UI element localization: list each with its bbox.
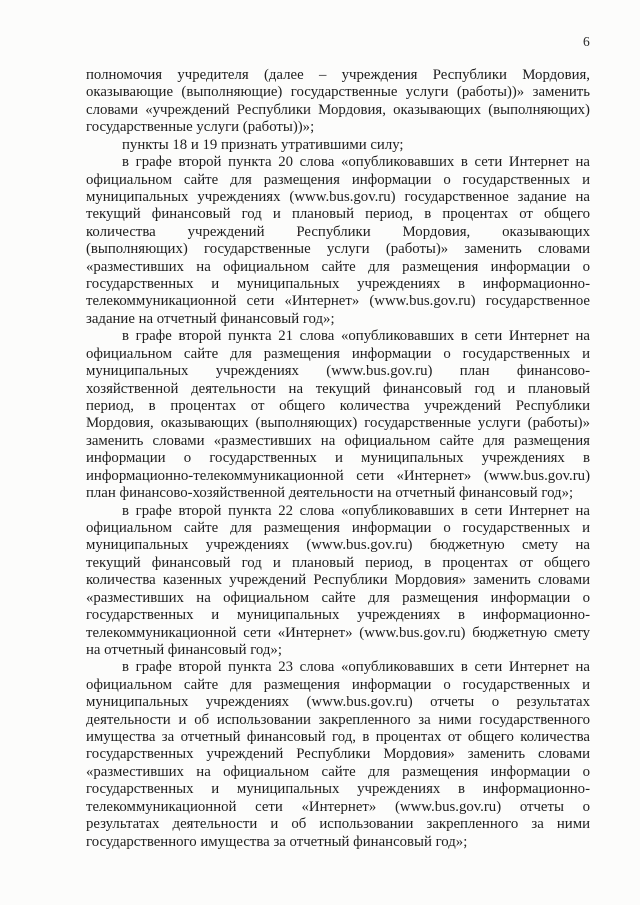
text-line: имущества за отчетный финансовый год, в процентах от общего количества bbox=[86, 729, 590, 746]
text-line: «разместивших на официальном сайте для размещения информации о bbox=[86, 763, 590, 780]
text-line: государственного имущества за отчетный финансовый год»; bbox=[86, 833, 468, 850]
text-line: официальном сайте для размещения информации о государственных и bbox=[86, 676, 590, 693]
page-number: 6 bbox=[583, 34, 590, 49]
text-line: «разместивших на официальном сайте для размещения информации о bbox=[86, 258, 590, 275]
text-line: в графе второй пункта 20 слова «опубликовавших в сети Интернет на bbox=[122, 154, 590, 171]
text-line: телекоммуникационной сети «Интернет» (www.bus.gov.ru) бюджетную смету bbox=[86, 624, 590, 641]
text-line: задание на отчетный финансовый год»; bbox=[86, 310, 335, 327]
text-line: муниципальных учреждениях (www.bus.gov.ru) бюджетную смету на bbox=[86, 537, 590, 554]
text-line: текущий финансовый год и плановый период, в процентах от общего bbox=[86, 206, 590, 223]
text-line: государственных и муниципальных учреждениях в информационно- bbox=[86, 607, 590, 624]
text-line: государственные услуги (работы))»; bbox=[86, 119, 315, 136]
text-line: телекоммуникационной сети «Интернет» (www.bus.gov.ru) отчеты о bbox=[86, 798, 590, 815]
text-line: в графе второй пункта 22 слова «опубликовавших в сети Интернет на bbox=[122, 502, 590, 519]
text-line: деятельности и об использовании закрепленного за ними государственного bbox=[86, 711, 590, 728]
text-line: официальном сайте для размещения информации о государственных и bbox=[86, 345, 590, 362]
text-line: в графе второй пункта 23 слова «опубликовавших в сети Интернет на bbox=[122, 659, 590, 676]
text-line: муниципальных учреждениях (www.bus.gov.ru) план финансово- bbox=[86, 363, 590, 380]
text-line: в графе второй пункта 21 слова «опубликовавших в сети Интернет на bbox=[122, 328, 590, 345]
text-line: информационно-телекоммуникационной сети «Интернет» (www.bus.gov.ru) bbox=[86, 467, 590, 484]
paragraph bbox=[86, 659, 590, 851]
text-line: пункты 18 и 19 признать утратившими силу; bbox=[122, 136, 404, 153]
text-line: «разместивших на официальном сайте для размещения информации о bbox=[86, 589, 590, 606]
text-line: государственных и муниципальных учреждениях в информационно- bbox=[86, 276, 590, 293]
text-line: муниципальных учреждениях (www.bus.gov.ru) отчеты о результатах bbox=[86, 694, 590, 711]
text-line: официальном сайте для размещения информации о государственных и bbox=[86, 519, 590, 536]
text-line: муниципальных учреждениях (www.bus.gov.ru) государственное задание на bbox=[86, 188, 590, 205]
text-line: текущий финансовый год и плановый период, в процентах от общего bbox=[86, 554, 590, 571]
text-line: (выполняющих) государственные услуги (работы)» заменить словами bbox=[86, 241, 590, 258]
paragraph bbox=[86, 328, 590, 502]
document-body bbox=[86, 67, 590, 851]
text-line: период, в процентах от общего количества учреждений Республики bbox=[86, 398, 590, 415]
text-line: телекоммуникационной сети «Интернет» (www.bus.gov.ru) государственное bbox=[86, 293, 590, 310]
paragraph bbox=[86, 67, 590, 137]
text-line: полномочия учредителя (далее – учреждения Республики Мордовия, bbox=[86, 67, 590, 83]
text-line: заменить словами «разместивших на официальном сайте для размещения bbox=[86, 432, 590, 449]
text-line: результатах деятельности и об использовании закрепленного за ними bbox=[86, 816, 590, 833]
text-line: государственных и муниципальных учреждениях в информационно- bbox=[86, 781, 590, 798]
text-line: план финансово-хозяйственной деятельности на отчетный финансовый год»; bbox=[86, 485, 574, 502]
text-line: количества учреждений Республики Мордовия, оказывающих bbox=[86, 223, 590, 240]
text-line: количества казенных учреждений Республики Мордовия» заменить словами bbox=[86, 572, 590, 589]
paragraph bbox=[86, 154, 590, 328]
text-line: государственных учреждений Республики Мордовия» заменить словами bbox=[86, 746, 590, 763]
text-line: хозяйственной деятельности на текущий финансовый год и плановый bbox=[86, 380, 590, 397]
paragraph bbox=[86, 503, 590, 660]
text-line: информации о государственных и муниципальных учреждениях в bbox=[86, 450, 590, 467]
text-line: официальном сайте для размещения информации о государственных и bbox=[86, 171, 590, 188]
text-line: на отчетный финансовый год»; bbox=[86, 641, 282, 658]
paragraph bbox=[86, 137, 590, 154]
text-line: оказывающие (выполняющие) государственные услуги (работы))» заменить bbox=[86, 84, 590, 101]
text-line: Мордовия, оказывающих (выполняющих) государственные услуги (работы)» bbox=[86, 415, 590, 432]
text-line: словами «учреждений Республики Мордовия, оказывающих (выполняющих) bbox=[86, 101, 590, 118]
